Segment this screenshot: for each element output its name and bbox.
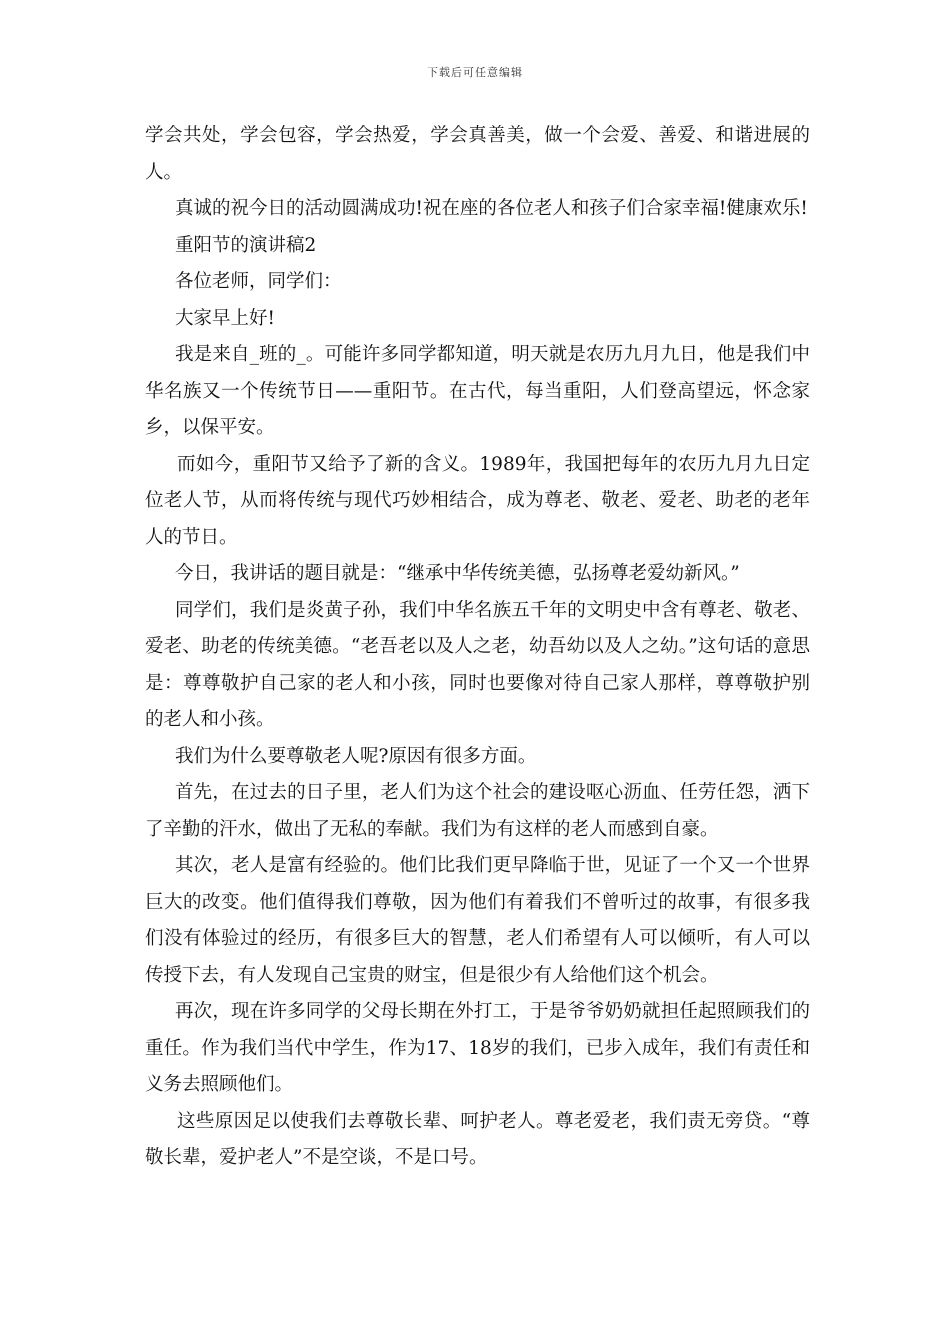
paragraph: 学会共处，学会包容，学会热爱，学会真善美，做一个会爱、善爱、和谐进展的人。 <box>145 125 810 183</box>
paragraph: 首先，在过去的日子里，老人们为这个社会的建设呕心沥血、任劳任怨，洒下了辛勤的汗水，做出了无私的奉献。我们为有这样的老人而感到自豪。 <box>145 782 810 840</box>
greeting: 大家早上好! <box>175 307 275 329</box>
document-body <box>145 118 810 1177</box>
paragraph: 而如今，重阳节又给予了新的含义。1989年，我国把每年的农历九月九日定位老人节，从而将传统与现代巧妙相结合，成为尊老、敬老、爱老、助老的老年人的节日。 <box>145 453 810 548</box>
paragraph: 这些原因足以使我们去尊敬长辈、呵护老人。尊老爱老，我们责无旁贷。“尊敬长辈，爱护老人”不是空谈，不是口号。 <box>145 1110 810 1168</box>
page-header: 下载后可任意编辑 <box>427 66 523 79</box>
paragraph: 今日，我讲话的题目就是：“继承中华传统美德，弘扬尊老爱幼新风。” <box>175 563 740 584</box>
paragraph: 再次，现在许多同学的父母长期在外打工，于是爷爷奶奶就担任起照顾我们的重任。作为我们当代中学生，作为17、18岁的我们，已步入成年，我们有责任和义务去照顾他们。 <box>145 1001 810 1095</box>
salutation: 各位老师，同学们： <box>175 271 342 292</box>
paragraph: 同学们，我们是炎黄子孙，我们中华名族五千年的文明史中含有尊老、敬老、爱老、助老的传统美德。“老吾老以及人之老，幼吾幼以及人之幼。”这句话的意思是：尊尊敬护自己家的老人和小孩，同时也要像对待自己家人那样，尊尊敬护别的老人和小孩。 <box>145 599 810 730</box>
paragraph: 我是来自_班的_。可能许多同学都知道，明天就是农历九月九日，他是我们中华名族又一个传统节日——重阳节。在古代，每当重阳，人们登高望远，怀念家乡，以保平安。 <box>145 344 810 438</box>
section-title: 重阳节的演讲稿2 <box>175 234 317 256</box>
paragraph: 我们为什么要尊敬老人呢?原因有很多方面。 <box>175 745 537 767</box>
paragraph: 真诚的祝今日的活动圆满成功!祝在座的各位老人和孩子们合家幸福!健康欢乐! <box>175 198 808 219</box>
paragraph: 其次，老人是富有经验的。他们比我们更早降临于世，见证了一个又一个世界巨大的改变。他们值得我们尊敬，因为他们有着我们不曾听过的故事，有很多我们没有体验过的经历，有很多巨大的智慧，老人们希望有人可以倾听，有人可以传授下去，有人发现自己宝贵的财宝，但是很少有人给他们这个机会。 <box>145 855 810 986</box>
